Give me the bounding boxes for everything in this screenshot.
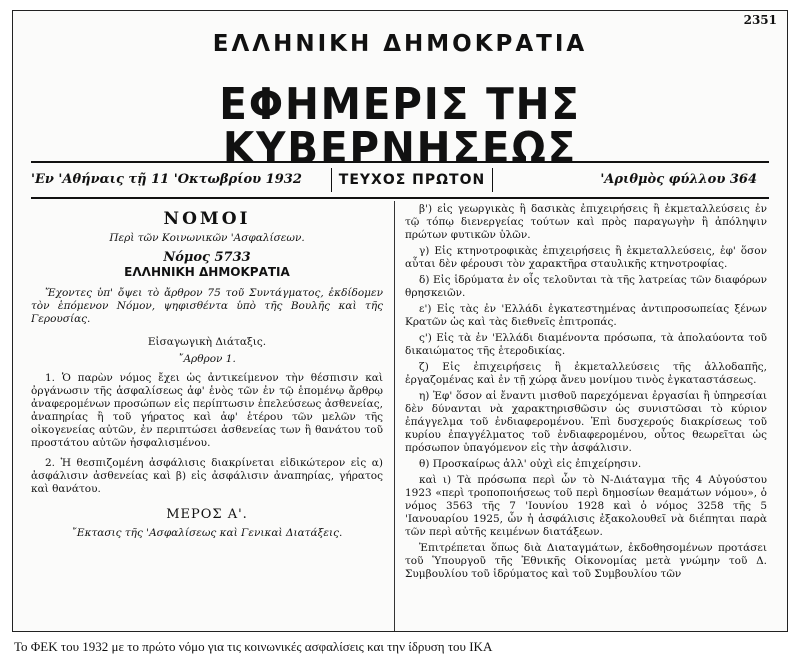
- law-subject: Περὶ τῶν Κοινωνικῶν 'Ασφαλίσεων.: [109, 232, 305, 244]
- preamble: Ἔχοντες ὑπ' ὄψει τὸ ἄρθρον 75 τοῦ Συντάγματος, ἐκδίδομεν τὸν ἑπόμενον Νόμον, ψηφισθέντα ὑπὸ τῆς Βουλῆς καὶ τῆς Γερουσίας.: [31, 287, 383, 325]
- top-rule: [31, 161, 769, 163]
- clause: ε') Εἰς τὰς ἐν 'Ελλάδι ἐγκατεστημένας ἀντιπροσωπείας ξένων Κρατῶν ὡς καὶ τὰς διεθνεῖς ἐπιτροπάς.: [405, 303, 767, 328]
- laws-heading: ΝΟΜΟΙ: [163, 209, 251, 229]
- dateline: [31, 168, 769, 192]
- right-column: [405, 203, 767, 631]
- page-number: 2351: [743, 13, 777, 27]
- clause: β') εἰς γεωργικὰς ἢ δασικὰς ἐπιχειρήσεις ἢ ἐκμεταλλεύσεις ἐν τῷ τόπῳ διενεργείας τούτων καὶ πρὸς παραγωγὴν ἢ ἀπόληψιν πρώτων φυτικῶν ὑλῶν.: [405, 203, 767, 241]
- intro-heading: Εἰσαγωγικὴ Διάταξις.: [147, 336, 267, 348]
- article-paragraph-2: 2. Ἡ θεσπιζομένη ἀσφάλισις διακρίνεται εἰδικώτερον εἰς α) ἀσφάλισιν ἀσθενείας καὶ β) εἰς ἀσφάλισιν ἀναπηρίας, γήρατος καὶ θανάτου.: [31, 457, 383, 495]
- republic-heading: ΕΛΛΗΝΙΚΗ ΔΗΜΟΚΡΑΤΙΑ: [212, 31, 588, 57]
- clause: ζ) Εἰς ἐπιχειρήσεις ἢ ἐκμεταλλεύσεις τῆς ἀλλοδαπῆς, ἐργαζομένας καὶ ἐν τῇ χώρᾳ ἄνευ μονίμου τινὸς ἐγκαταστάσεως.: [405, 361, 767, 386]
- clause: θ) Προσκαίρως ἀλλ' οὐχὶ εἰς ἐπιχείρησιν.: [419, 458, 642, 470]
- issue-date: 'Εν 'Αθήναις τῇ 11 'Οκτωβρίου 1932: [31, 172, 302, 187]
- clause: δ) Εἰς ἱδρύματα ἐν οἷς τελοῦνται τὰ τῆς λατρείας τῶν διαφόρων θρησκειῶν.: [405, 274, 767, 299]
- bottom-rule: [31, 197, 769, 199]
- gazette-title: ΕΦΗΜΕΡΙΣ ΤΗΣ ΚΥΒΕΡΝΗΣΕΩΣ: [219, 79, 581, 174]
- clause: Ἐπιτρέπεται ὅπως διὰ Διαταγμάτων, ἐκδοθησομένων προτάσει τοῦ Ὑπουργοῦ τῆς Ἐθνικῆς Οἰκονομίας μετὰ γνώμην τοῦ Δ. Συμβουλίου τοῦ ἱδρύματος καὶ τοῦ Συμβουλίου τῶν: [405, 542, 767, 580]
- law-republic: ΕΛΛΗΝΙΚΗ ΔΗΜΟΚΡΑΤΙΑ: [124, 265, 290, 279]
- clause: γ) Εἰς κτηνοτροφικὰς ἐπιχειρήσεις ἢ ἐκμεταλλεύσεις, ἐφ' ὅσον αὗται δὲν φέρουσι τὸν χαρακτῆρα σταυλικῆς κτηνοτροφίας.: [405, 245, 767, 270]
- gazette-page: [12, 10, 788, 632]
- part-heading: ΜΕΡΟΣ Α'.: [166, 507, 248, 522]
- clause: η) Ἐφ' ὅσον αἱ ἔναντι μισθοῦ παρεχόμεναι ἐργασίαι ἢ ὑπηρεσίαι δὲν δύνανται νὰ χαρακτηρισθῶσιν ὡς συνιστῶσαι τὸ κύριον ἐπάγγελμα τοῦ ἐνδιαφερομένου. Ἐπὶ δυσχερούς διακρίσεως τοῦ κυρίου ἐπαγγέλματος τοῦ ἐνδιαφερομένου, οὗτος θεωρεῖται ὡς πρόσωπον ὑπαγόμενον εἰς τὴν ἀσφάλισιν.: [405, 390, 767, 454]
- column-divider: [394, 201, 395, 631]
- article-heading: ῎Αρθρον 1.: [178, 353, 236, 365]
- law-number: Νόμος 5733: [163, 250, 251, 265]
- left-column: [31, 203, 383, 631]
- clause: καὶ ι) Τὰ πρόσωπα περὶ ὧν τὸ Ν-Διάταγμα τῆς 4 Αὐγούστου 1923 «περὶ τροποποιήσεως τοῦ περὶ δημοσίων θεαμάτων νόμου», ὁ νόμος 3563 τῆς 7 'Ιουνίου 1928 καὶ ὁ νόμος 3258 τῆς 5 'Ιανουαρίου 1925, ὧν ἡ ἀσφάλισις ἐξακολουθεῖ νὰ διέπηται παρὰ τῶν περὶ αὐτῆς κειμένων διατάξεων.: [405, 474, 767, 538]
- article-paragraph-1: 1. Ὁ παρὼν νόμος ἔχει ὡς ἀντικείμενον τὴν θέσπισιν καὶ ὀργάνωσιν τῆς ἀσφαλίσεως ἀφ' ἑνὸς τῶν ἐν τῷ ἑπομένῳ ἄρθρῳ ἀναφερομένων προσώπων εἰς περίπτωσιν ἐπελεύσεως ἀσθενείας, ἀναπηρίας ἢ τοῦ γήρατος καὶ ἀφ' ἑτέρου τῶν μελῶν τῆς οἰκογενείας αὐτῶν, ἐν περιπτώσει ἀσθενείας των ἢ θανάτου τοῦ προστάτου αὐτῶν ἠσφαλισμένου.: [31, 372, 383, 449]
- image-caption: Το ΦΕΚ του 1932 με το πρώτο νόμο για τις κοινωνικές ασφαλίσεις και την ίδρυση του ΙΚΑ: [14, 639, 493, 654]
- part-subheading: ῎Εκτασις τῆς 'Ασφαλίσεως καὶ Γενικαὶ Διατάξεις.: [71, 527, 343, 539]
- sheet-number: 'Αριθμὸς φύλλου 364: [600, 172, 757, 187]
- issue-volume: ΤΕΥΧΟΣ ΠΡΩΤΟΝ: [331, 168, 493, 192]
- clause: ς') Εἰς τὰ ἐν 'Ελλάδι διαμένοντα πρόσωπα, τὰ ἀπολαύοντα τοῦ δικαιώματος τῆς ἑτεροδικίας.: [405, 332, 767, 357]
